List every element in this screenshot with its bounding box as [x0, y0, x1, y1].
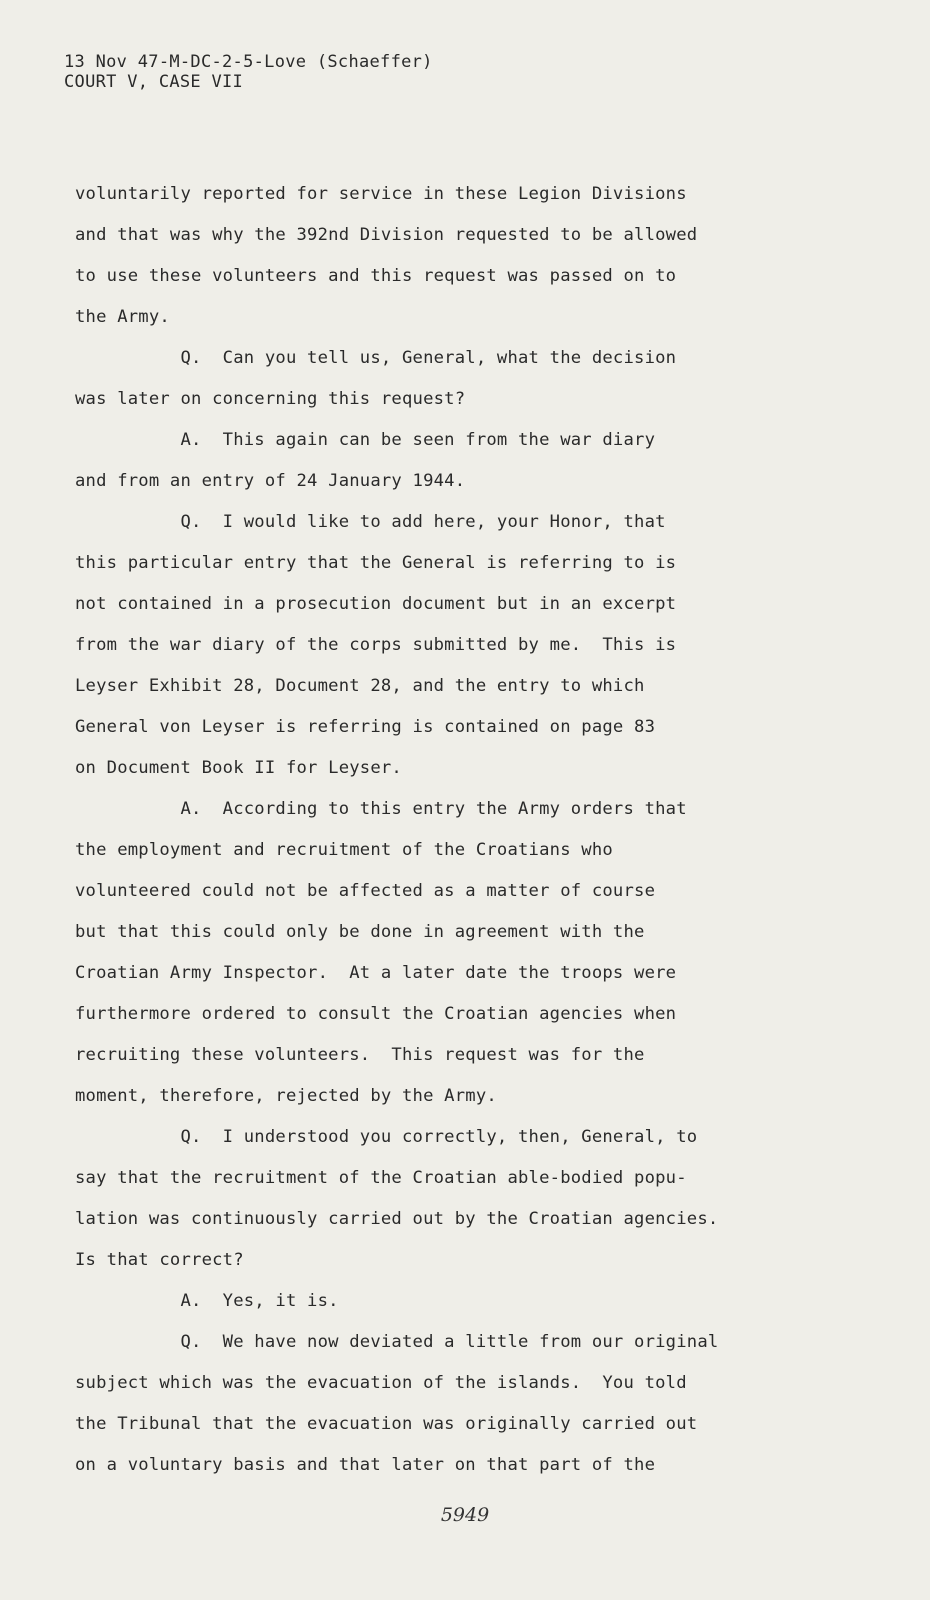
- text-line: and from an entry of 24 January 1944.: [75, 471, 466, 491]
- text-line: Q. We have now deviated a little from our original: [75, 1332, 719, 1352]
- text-line: on a voluntary basis and that later on that part of the: [75, 1455, 656, 1475]
- text-line: on Document Book II for Leyser.: [75, 758, 402, 778]
- text-line: was later on concerning this request?: [75, 389, 466, 409]
- page-number: 5949: [440, 1504, 490, 1526]
- text-line: the employment and recruitment of the Croatians who: [75, 840, 613, 860]
- transcript-body: [75, 174, 875, 1486]
- text-line: the Tribunal that the evacuation was originally carried out: [75, 1414, 698, 1434]
- text-line: not contained in a prosecution document but in an excerpt: [75, 594, 677, 614]
- text-line: A. This again can be seen from the war diary: [75, 430, 656, 450]
- text-line: from the war diary of the corps submitted by me. This is: [75, 635, 677, 655]
- text-line: this particular entry that the General is referring to is: [75, 553, 677, 573]
- text-line: subject which was the evacuation of the islands. You told: [75, 1373, 687, 1393]
- text-line: A. According to this entry the Army orders that: [75, 799, 687, 819]
- text-line: furthermore ordered to consult the Croatian agencies when: [75, 1004, 677, 1024]
- text-line: Croatian Army Inspector. At a later date the troops were: [75, 963, 677, 983]
- header-reference: 13 Nov 47-M-DC-2-5-Love (Schaeffer): [64, 52, 433, 72]
- text-line: and that was why the 392nd Division requested to be allowed: [75, 225, 698, 245]
- text-line: recruiting these volunteers. This request was for the: [75, 1045, 645, 1065]
- text-line: to use these volunteers and this request was passed on to: [75, 266, 677, 286]
- text-line: lation was continuously carried out by the Croatian agencies.: [75, 1209, 719, 1229]
- page-header: [64, 52, 433, 92]
- text-line: the Army.: [75, 307, 170, 327]
- text-line: Q. I would like to add here, your Honor, that: [75, 512, 666, 532]
- text-line: Q. I understood you correctly, then, General, to: [75, 1127, 698, 1147]
- text-line: Q. Can you tell us, General, what the decision: [75, 348, 677, 368]
- text-line: say that the recruitment of the Croatian able-bodied popu-: [75, 1168, 687, 1188]
- text-line: moment, therefore, rejected by the Army.: [75, 1086, 497, 1106]
- text-line: Leyser Exhibit 28, Document 28, and the entry to which: [75, 676, 645, 696]
- header-court-case: COURT V, CASE VII: [64, 72, 244, 92]
- text-line: Is that correct?: [75, 1250, 244, 1270]
- text-line: General von Leyser is referring is contained on page 83: [75, 717, 656, 737]
- text-line: voluntarily reported for service in these Legion Divisions: [75, 184, 687, 204]
- text-line: volunteered could not be affected as a matter of course: [75, 881, 656, 901]
- text-line: but that this could only be done in agreement with the: [75, 922, 645, 942]
- text-line: A. Yes, it is.: [75, 1291, 339, 1311]
